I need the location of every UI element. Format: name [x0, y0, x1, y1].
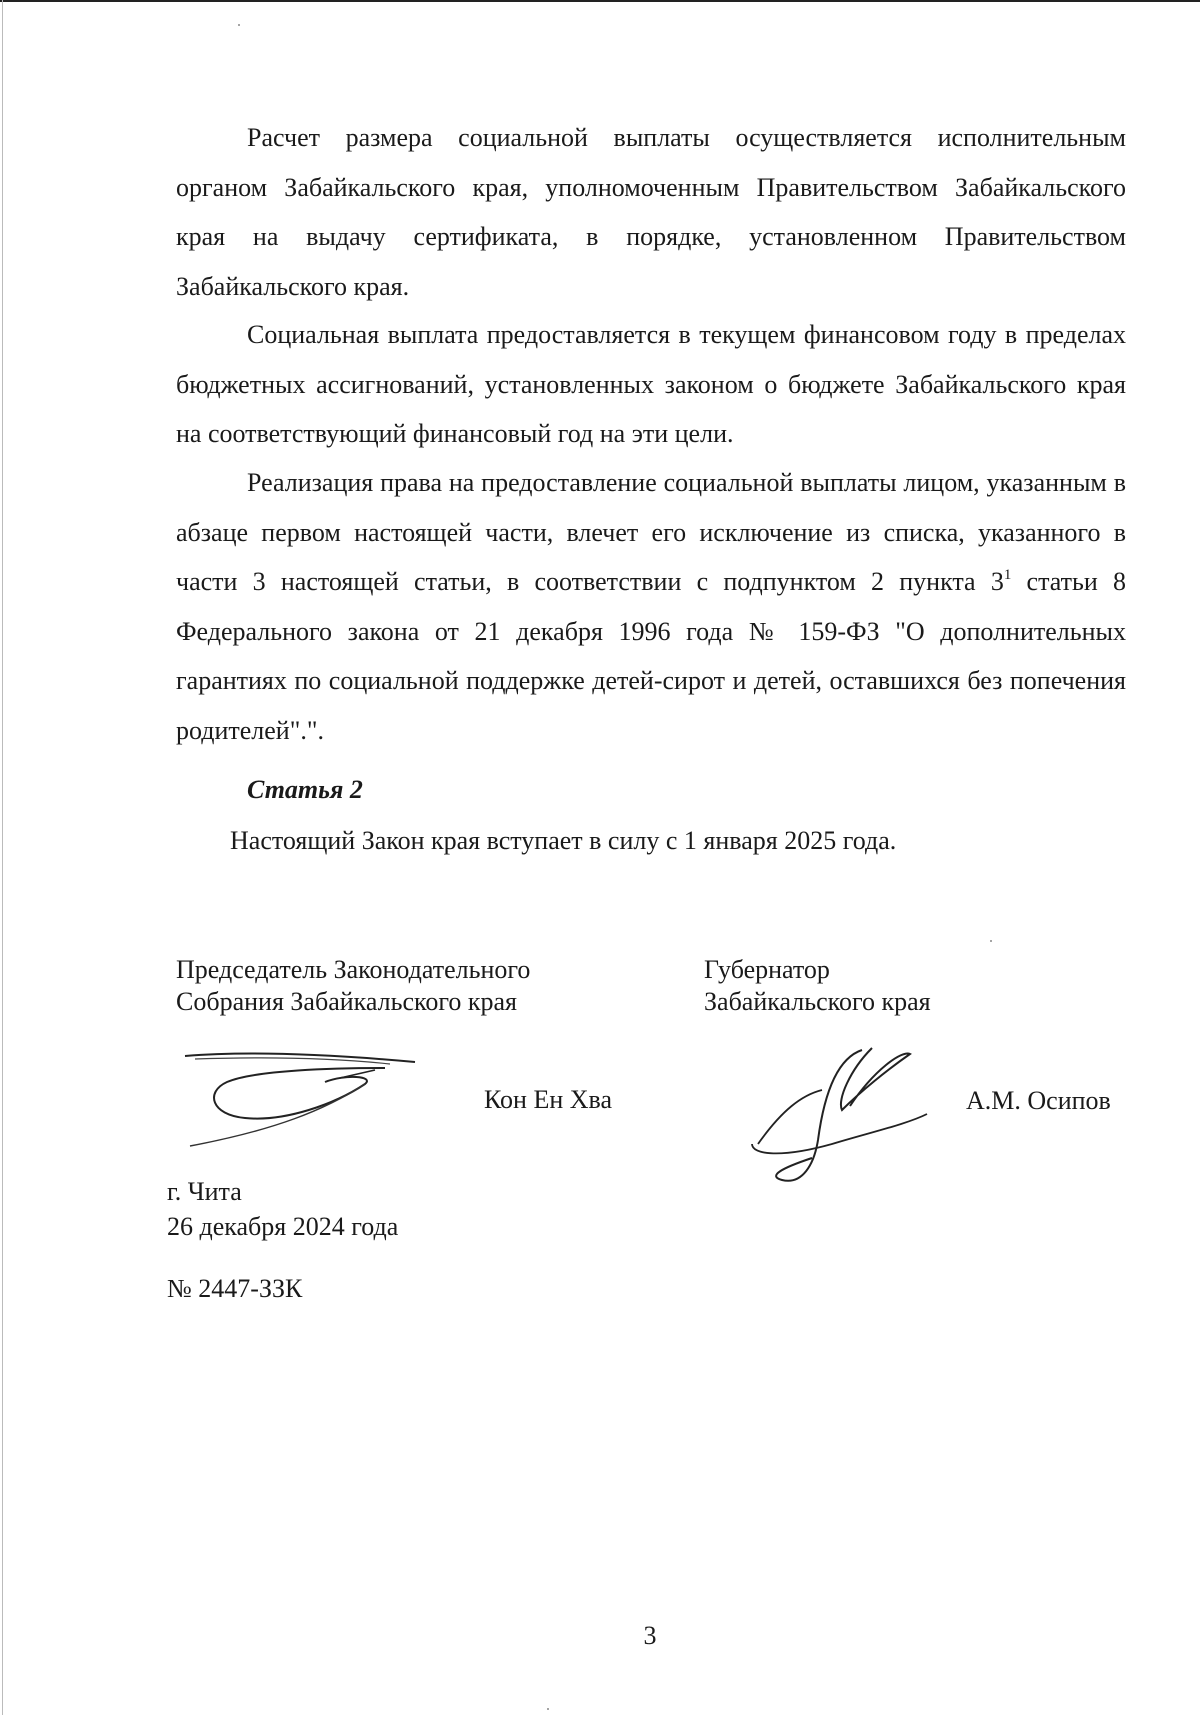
body-paragraph-1-text: Расчет размера социальной выплаты осуществляется исполнительным органом Забайкальского края, уполномоченным Правительством Забайкальского края на выдачу сертификата, в порядке, установленном Правительством Забайкальского края.: [176, 123, 1126, 301]
place-of-signing: г. Чита: [167, 1177, 242, 1206]
scan-top-edge: [0, 0, 1200, 2]
chairman-title: [176, 954, 530, 1018]
superscript-one: 1: [1003, 567, 1012, 583]
law-number: № 2447-ЗЗК: [167, 1274, 303, 1303]
governor-signature: [742, 1040, 942, 1190]
scan-left-edge: [2, 0, 3, 1715]
chairman-title-line-2: Собрания Забайкальского края: [176, 987, 517, 1016]
scan-speck: [990, 940, 992, 942]
article-2-heading: Статья 2: [247, 775, 363, 804]
page-number: 3: [643, 1621, 657, 1650]
body-paragraph-3-text-b: статьи 8 Федерального закона от 21 декабря 1996 года № 159-ФЗ "О дополнительных гарантиях по социальной поддержке детей-сирот и детей, оставшихся без попечения родителей".".: [176, 567, 1126, 745]
body-paragraph-2: [176, 310, 1126, 459]
governor-name: А.М. Осипов: [966, 1086, 1111, 1115]
body-paragraph-2-text: Социальная выплата предоставляется в текущем финансовом году в пределах бюджетных ассигнований, установленных законом о бюджете Забайкальского края на соответствующий финансовый год на эти цели.: [176, 320, 1126, 448]
governor-title-line-1: Губернатор: [704, 955, 830, 984]
governor-title-line-2: Забайкальского края: [704, 987, 931, 1016]
date-of-signing: 26 декабря 2024 года: [167, 1212, 399, 1241]
chairman-signature: [175, 1040, 425, 1150]
chairman-title-line-1: Председатель Законодательного: [176, 955, 531, 984]
body-paragraph-1: [176, 113, 1126, 311]
scan-speck: [238, 24, 240, 26]
article-2-text: Настоящий Закон края вступает в силу с 1 января 2025 года.: [230, 826, 897, 855]
governor-title: [704, 954, 931, 1018]
body-paragraph-3: [176, 458, 1126, 755]
chairman-name: Кон Ен Хва: [484, 1085, 613, 1114]
scan-speck: [547, 1708, 549, 1710]
body-paragraph-3-text-a: Реализация права на предоставление социальной выплаты лицом, указанным в абзаце первом настоящей части, влечет его исключение из списка, указанного в части 3 настоящей статьи, в соответствии с подпунктом 2 пункта 3: [176, 468, 1126, 596]
